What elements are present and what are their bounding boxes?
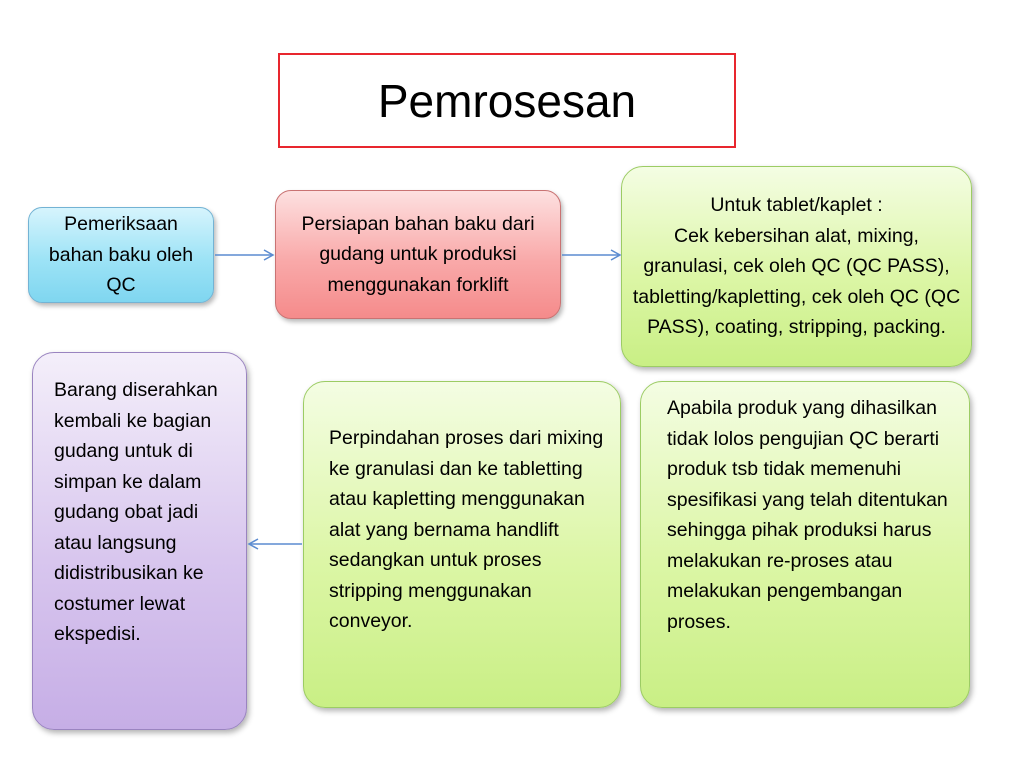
arrow-prep-to-tablet <box>562 250 620 260</box>
node-material-prep <box>275 190 561 319</box>
node-tablet-process <box>621 166 972 367</box>
node-return-to-warehouse <box>32 352 247 730</box>
page-title: Pemrosesan <box>278 53 736 148</box>
node-qc-fail <box>640 381 970 708</box>
node-qc-fail-text: Apabila produk yang dihasilkan tidak lolos pengujian QC berarti produk tsb tidak memenuhi spesifikasi yang telah ditentukan sehingga pihak produksi harus melakukan re-proses atau melakukan pengembangan proses. <box>667 397 948 633</box>
node-process-transfer-text: Perpindahan proses dari mixing ke granulasi dan ke tabletting atau kapletting menggunakan alat yang bernama handlift sedangkan untuk proses stripping menggunakan conveyor. <box>329 427 604 632</box>
node-qc-check-text: Pemeriksaan bahan baku oleh QC <box>48 213 194 297</box>
arrow-transfer-to-return <box>249 539 302 549</box>
node-process-transfer <box>303 381 621 708</box>
arrow-qc-to-prep <box>215 250 273 260</box>
node-qc-check <box>28 207 214 303</box>
node-return-to-warehouse-text: Barang diserahkan kembali ke bagian gudang untuk di simpan ke dalam gudang obat jadi atau langsung didistribusikan ke costumer lewat ekspedisi. <box>54 379 218 645</box>
node-material-prep-text: Persiapan bahan baku dari gudang untuk produksi menggunakan forklift <box>301 212 535 296</box>
node-tablet-process-text: Untuk tablet/kaplet : Cek kebersihan alat, mixing, granulasi, cek oleh QC (QC PASS), tabletting/kapletting, cek oleh QC (QC PASS), coating, stripping, packing. <box>632 194 961 339</box>
